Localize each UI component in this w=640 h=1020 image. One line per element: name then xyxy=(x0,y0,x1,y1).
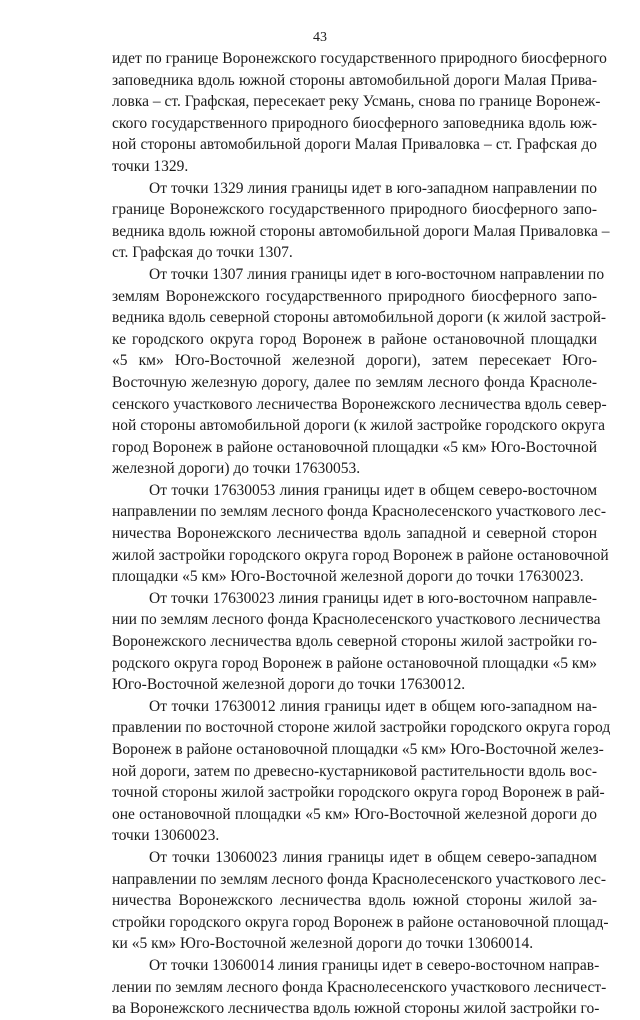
text-line: площадки «5 км» Юго-Восточной железной дороги до точки 17630023. xyxy=(112,568,584,586)
text-line: Юго-Восточной железной дороги до точки 17630012. xyxy=(112,676,466,694)
text-line: От точки 1307 линия границы идет в юго-восточном направлении по xyxy=(149,265,605,283)
paragraph-3 xyxy=(112,264,607,480)
text-line: ной дороги, затем по древесно-кустарниковой растительности вдоль вос- xyxy=(112,762,597,780)
text-line: сенского участкового лесничества Воронежского лесничества вдоль север- xyxy=(112,395,607,413)
text-line: От точки 17630012 линия границы идет в общем юго-западном на- xyxy=(149,697,597,715)
text-line: оне остановочной площадки «5 км» Юго-Восточной железной дороги до xyxy=(112,805,597,823)
text-line: От точки 17630053 линия границы идет в общем северо-восточном xyxy=(149,481,597,499)
text-line: ничества Воронежского лесничества вдоль западной и северной сторон xyxy=(112,525,597,543)
text-line: стройки городского округа город Воронеж в районе остановочной площад- xyxy=(112,913,609,931)
paragraph-4 xyxy=(112,480,609,588)
text-line: ведника вдоль южной стороны автомобильной дороги Малая Приваловка – xyxy=(112,222,610,240)
page-number: 43 xyxy=(313,30,327,45)
text-line: город Воронеж в районе остановочной площадки «5 км» Юго-Восточной xyxy=(112,438,598,456)
text-line: железной дороги) до точки 17630053. xyxy=(112,460,361,478)
text-line: ке городского округа город Воронеж в районе остановочной площадки xyxy=(112,330,597,348)
text-line: лении по землям лесного фонда Краснолесенского участкового лесничест- xyxy=(112,978,607,996)
paragraph-8 xyxy=(112,955,607,1020)
text-line: От точки 1329 линия границы идет в юго-западном направлении по xyxy=(149,179,597,197)
text-line: От точки 13060023 линия границы идет в общем северо-западном xyxy=(149,848,597,866)
text-line: ки «5 км» Юго-Восточной железной дороги до точки 13060014. xyxy=(112,935,534,953)
text-line: ведника вдоль северной стороны автомобильной дороги (к жилой застрой- xyxy=(112,309,607,327)
text-line: ной стороны автомобильной дороги (к жилой застройке городского округа xyxy=(112,417,605,435)
text-line: Восточную железную дорогу, далее по землям лесного фонда Красноле- xyxy=(112,373,597,391)
paragraph-6 xyxy=(112,696,611,847)
text-line: родского округа город Воронеж в районе остановочной площадки «5 км» xyxy=(112,654,597,672)
text-line: направлении по землям лесного фонда Краснолесенского участкового лес- xyxy=(112,503,606,521)
text-line: правлении по восточной стороне жилой застройки городского округа город xyxy=(112,719,611,737)
text-line: «5 км» Юго-Восточной железной дороги), затем пересекает Юго- xyxy=(112,352,597,370)
text-line: заповедника вдоль южной стороны автомобильной дороги Малая Прива- xyxy=(112,71,597,89)
text-line: точки 1329. xyxy=(112,157,189,175)
text-line: направлении по землям лесного фонда Краснолесенского участкового лес- xyxy=(112,870,606,888)
paragraph-5 xyxy=(112,588,601,696)
text-line: идет по границе Воронежского государственного природного биосферного xyxy=(112,50,607,67)
document-body xyxy=(112,48,611,1020)
text-line: жилой застройки городского округа город Воронеж в районе остановочной xyxy=(112,546,609,564)
paragraph-7 xyxy=(112,847,609,955)
text-line: От точки 13060014 линия границы идет в северо-восточном направ- xyxy=(149,956,600,974)
text-line: ловка – ст. Графская, пересекает реку Усмань, снова по границе Воронеж- xyxy=(112,93,601,111)
text-line: ва Воронежского лесничества вдоль южной стороны жилой застройки го- xyxy=(112,1000,600,1018)
text-line: ст. Графская до точки 1307. xyxy=(112,244,293,262)
text-line: нии по землям лесного фонда Краснолесенского участкового лесничества xyxy=(112,611,601,629)
text-line: ной стороны автомобильной дороги Малая Приваловка – ст. Графская до xyxy=(112,136,597,154)
text-line: границе Воронежского государственного природного биосферного запо- xyxy=(112,201,597,219)
text-line: точной стороны жилой застройки городского округа город Воронеж в рай- xyxy=(112,784,605,802)
text-line: Воронеж в районе остановочной площадки «5 км» Юго-Восточной желез- xyxy=(112,741,604,758)
text-line: От точки 17630023 линия границы идет в юго-восточном направле- xyxy=(149,589,597,607)
text-line: землям Воронежского государственного природного биосферного запо- xyxy=(112,287,597,305)
text-line: ского государственного природного биосферного заповедника вдоль юж- xyxy=(112,114,597,132)
text-line: ничества Воронежского лесничества вдоль южной стороны жилой за- xyxy=(112,892,597,910)
paragraph-1 xyxy=(112,48,607,178)
text-line: точки 13060023. xyxy=(112,827,220,845)
paragraph-2 xyxy=(112,178,610,264)
text-line: Воронежского лесничества вдоль северной стороны жилой застройки го- xyxy=(112,633,597,651)
